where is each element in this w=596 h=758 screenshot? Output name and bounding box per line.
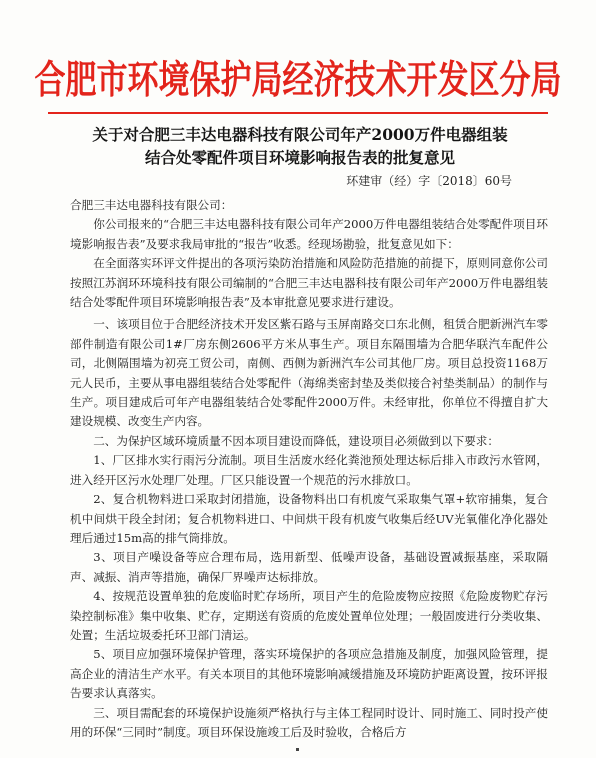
document-number: 环建审（经）字〔2018〕60号 bbox=[346, 174, 512, 188]
paragraph-item-2: 2、复合机物料进口采取封闭措施，设备物料出口有机废气采取集气罩+软帘捕集，复合机中间烘干段全封闭；复合机物料进口、中间烘干段有机废气收集后经UV光氧催化净化器处理后通过15m高的排气筒排放。 bbox=[70, 492, 548, 545]
paragraph-section-3: 三、项目需配套的环境保护设施须严格执行与主体工程同时设计、同时施工、同时投产使用的环保“三同时”制度。项目环保设施竣工后及时验收，合格后方 bbox=[70, 705, 548, 739]
document-body bbox=[70, 196, 548, 742]
document-title bbox=[60, 123, 540, 169]
paragraph-item-3: 3、项目产噪设备等应合理布局，选用新型、低噪声设备，基础设置减振基座，采取隔声、减振、消声等措施，确保厂界噪声达标排放。 bbox=[70, 550, 548, 584]
document-title-line-2: 结合处零配件项目环境影响报告表的批复意见 bbox=[144, 148, 455, 167]
agency-letterhead: 合肥市环境保护局经济技术开发区分局 bbox=[34, 58, 562, 103]
paragraph-item-5: 5、项目应加强环境保护管理，落实环境保护的各项应急措施及制度，加强风险管理，提高企业的清洁生产水平。有关本项目的其他环境影响减缓措施及环境防护距离设置，按环评报告要求认真落实。 bbox=[70, 647, 548, 701]
document-title-line-1: 关于对合肥三丰达电器科技有限公司年产2000万件电器组装 bbox=[92, 125, 508, 144]
paragraph-intro: 你公司报来的“合肥三丰达电器科技有限公司年产2000万件电器组装结合处零配件项目环境影响报告表”及要求我局审批的“报告”收悉。经现场勘验，批复意见如下： bbox=[70, 217, 548, 251]
paragraph-item-1: 1、厂区排水实行雨污分流制。项目生活废水经化粪池预处理达标后排入市政污水管网，进入经开区污水处理厂处理。厂区只能设置一个规范的污水排放口。 bbox=[70, 453, 548, 487]
addressee: 合肥三丰达电器科技有限公司： bbox=[70, 198, 233, 212]
page-mark bbox=[296, 748, 299, 751]
paragraph-section-1: 一、该项目位于合肥经济技术开发区紫石路与玉屏南路交口东北侧，租赁合肥新洲汽车零部件制造有限公司1#厂房东侧2606平方米从事生产。项目东隔围墙为合肥华联汽车配件公司，北侧隔围墙为初亮工贸公司，南侧、西侧为新洲汽车公司其他厂房。项目总投资1168万元人民币，主要从事电器组装结合处零配件（海绵类密封垫及类似接合衬垫类制品）的制作与生产。项目建成后可年产电器组装结合处零配件2000万件。未经审批，你单位不得擅自扩大建设规模、改变生产内容。 bbox=[70, 317, 548, 429]
paragraph-item-4: 4、按规范设置单独的危废临时贮存场所，项目产生的危险废物应按照《危险废物贮存污染控制标准》集中收集、贮存，定期送有资质的危废处置单位处理；一般固废进行分类收集、处置；生活垃圾委托环卫部门清运。 bbox=[70, 589, 548, 642]
paragraph-approval: 在全面落实环评文件提出的各项污染防治措施和风险防范措施的前提下，原则同意你公司按照江苏润环环境科技有限公司编制的“合肥三丰达电器科技有限公司年产2000万件电器组装结合处零配件项目环境影响报告表”及本审批意见要求进行建设。 bbox=[70, 256, 548, 310]
letterhead-red-rule bbox=[48, 112, 548, 114]
paragraph-section-2: 二、为保护区域环境质量不因本项目建设而降低，建设项目必须做到以下要求： bbox=[93, 433, 499, 448]
